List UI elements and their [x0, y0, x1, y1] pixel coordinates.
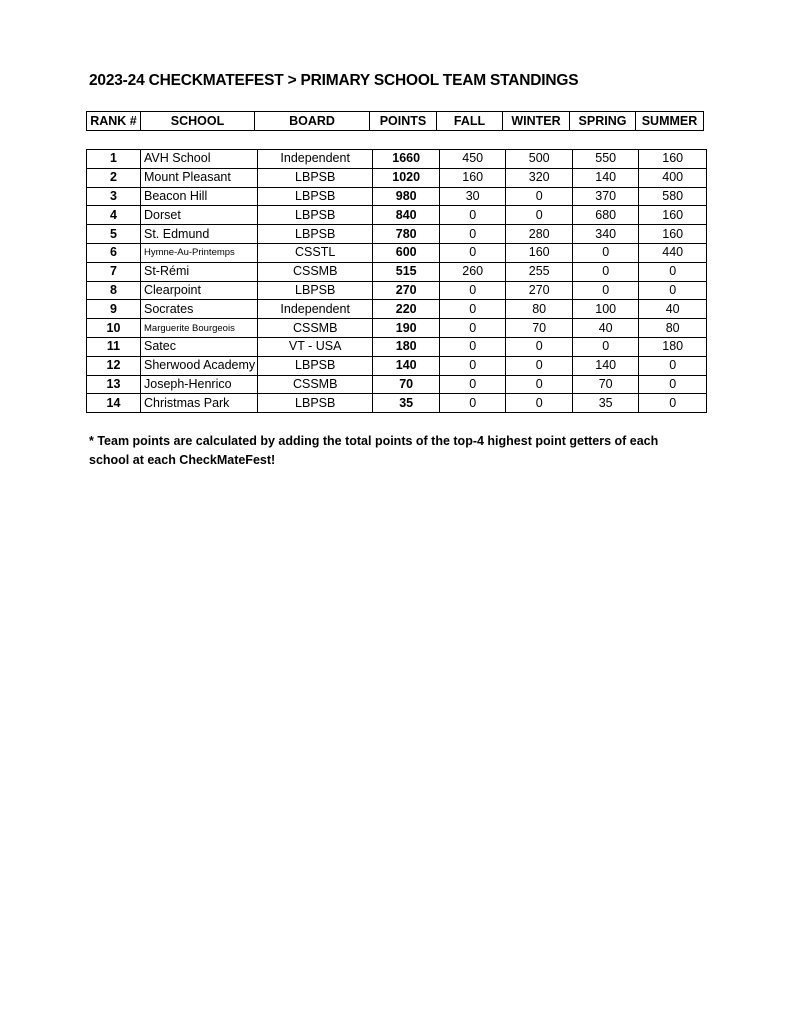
standings-rows [87, 150, 707, 413]
cell-rank: 7 [87, 262, 141, 281]
cell-winter: 0 [506, 337, 573, 356]
standings-header [86, 111, 704, 131]
cell-winter: 255 [506, 262, 573, 281]
cell-fall: 0 [440, 356, 506, 375]
page-title: 2023-24 CHECKMATEFEST > PRIMARY SCHOOL TEAM STANDINGS [89, 72, 579, 89]
cell-school: Clearpoint [141, 281, 258, 300]
table-row [87, 300, 707, 319]
cell-summer: 80 [639, 319, 707, 338]
table-row [87, 206, 707, 225]
cell-rank: 9 [87, 300, 141, 319]
cell-fall: 160 [440, 168, 506, 187]
cell-spring: 140 [573, 168, 639, 187]
cell-winter: 160 [506, 243, 573, 262]
cell-board: LBPSB [258, 206, 373, 225]
cell-board: CSSMB [258, 375, 373, 394]
cell-rank: 14 [87, 394, 141, 413]
cell-rank: 4 [87, 206, 141, 225]
cell-board: CSSMB [258, 262, 373, 281]
cell-summer: 160 [639, 206, 707, 225]
cell-board: Independent [258, 300, 373, 319]
cell-points: 70 [373, 375, 440, 394]
table-row [87, 356, 707, 375]
cell-summer: 440 [639, 243, 707, 262]
cell-points: 1020 [373, 168, 440, 187]
cell-spring: 140 [573, 356, 639, 375]
cell-spring: 680 [573, 206, 639, 225]
cell-winter: 280 [506, 225, 573, 244]
cell-board: CSSTL [258, 243, 373, 262]
header-spring: SPRING [570, 112, 636, 131]
header-fall: FALL [437, 112, 503, 131]
cell-points: 515 [373, 262, 440, 281]
cell-rank: 6 [87, 243, 141, 262]
cell-summer: 0 [639, 394, 707, 413]
table-row [87, 319, 707, 338]
cell-points: 35 [373, 394, 440, 413]
cell-board: LBPSB [258, 394, 373, 413]
table-row [87, 168, 707, 187]
table-row [87, 394, 707, 413]
cell-winter: 0 [506, 187, 573, 206]
cell-fall: 0 [440, 375, 506, 394]
table-row [87, 243, 707, 262]
cell-school: St. Edmund [141, 225, 258, 244]
cell-winter: 80 [506, 300, 573, 319]
cell-summer: 0 [639, 262, 707, 281]
table-row [87, 187, 707, 206]
cell-fall: 0 [440, 206, 506, 225]
cell-spring: 370 [573, 187, 639, 206]
cell-points: 220 [373, 300, 440, 319]
header-board: BOARD [255, 112, 370, 131]
cell-winter: 70 [506, 319, 573, 338]
cell-school: Christmas Park [141, 394, 258, 413]
cell-fall: 0 [440, 281, 506, 300]
cell-spring: 550 [573, 150, 639, 169]
cell-spring: 0 [573, 243, 639, 262]
table-row [87, 262, 707, 281]
cell-board: LBPSB [258, 168, 373, 187]
cell-spring: 0 [573, 281, 639, 300]
cell-points: 270 [373, 281, 440, 300]
header-winter: WINTER [503, 112, 570, 131]
cell-board: CSSMB [258, 319, 373, 338]
cell-school: Beacon Hill [141, 187, 258, 206]
cell-board: LBPSB [258, 281, 373, 300]
header-row [87, 112, 704, 131]
cell-rank: 3 [87, 187, 141, 206]
table-row [87, 281, 707, 300]
table-row [87, 150, 707, 169]
cell-fall: 260 [440, 262, 506, 281]
header-summer: SUMMER [636, 112, 704, 131]
cell-fall: 0 [440, 337, 506, 356]
cell-points: 600 [373, 243, 440, 262]
cell-fall: 0 [440, 319, 506, 338]
cell-points: 180 [373, 337, 440, 356]
cell-school: Socrates [141, 300, 258, 319]
cell-school: Mount Pleasant [141, 168, 258, 187]
cell-points: 140 [373, 356, 440, 375]
cell-summer: 0 [639, 281, 707, 300]
cell-summer: 0 [639, 375, 707, 394]
cell-board: LBPSB [258, 225, 373, 244]
cell-rank: 5 [87, 225, 141, 244]
cell-spring: 100 [573, 300, 639, 319]
header-points: POINTS [370, 112, 437, 131]
cell-winter: 0 [506, 394, 573, 413]
cell-fall: 450 [440, 150, 506, 169]
header-rank: RANK # [87, 112, 141, 131]
cell-spring: 0 [573, 337, 639, 356]
cell-points: 1660 [373, 150, 440, 169]
cell-winter: 320 [506, 168, 573, 187]
cell-spring: 40 [573, 319, 639, 338]
cell-rank: 8 [87, 281, 141, 300]
cell-rank: 13 [87, 375, 141, 394]
footnote: * Team points are calculated by adding the total points of the top-4 highest point getters of each school at each CheckMateFest! [89, 434, 659, 467]
cell-fall: 0 [440, 394, 506, 413]
cell-rank: 1 [87, 150, 141, 169]
cell-winter: 500 [506, 150, 573, 169]
table-row [87, 375, 707, 394]
cell-winter: 270 [506, 281, 573, 300]
cell-spring: 35 [573, 394, 639, 413]
cell-spring: 0 [573, 262, 639, 281]
cell-points: 190 [373, 319, 440, 338]
cell-winter: 0 [506, 375, 573, 394]
cell-points: 780 [373, 225, 440, 244]
cell-fall: 0 [440, 243, 506, 262]
cell-winter: 0 [506, 356, 573, 375]
cell-summer: 0 [639, 356, 707, 375]
cell-school: Hymne-Au-Printemps [141, 243, 258, 262]
cell-fall: 0 [440, 300, 506, 319]
cell-board: LBPSB [258, 356, 373, 375]
cell-school: Dorset [141, 206, 258, 225]
standings-table [86, 149, 707, 413]
table-row [87, 225, 707, 244]
cell-school: AVH School [141, 150, 258, 169]
cell-points: 840 [373, 206, 440, 225]
header-school: SCHOOL [141, 112, 255, 131]
cell-school: Joseph-Henrico [141, 375, 258, 394]
cell-spring: 70 [573, 375, 639, 394]
cell-school: St-Rémi [141, 262, 258, 281]
cell-school: Satec [141, 337, 258, 356]
table-row [87, 337, 707, 356]
cell-rank: 12 [87, 356, 141, 375]
cell-winter: 0 [506, 206, 573, 225]
cell-board: VT - USA [258, 337, 373, 356]
cell-rank: 2 [87, 168, 141, 187]
cell-rank: 11 [87, 337, 141, 356]
cell-fall: 0 [440, 225, 506, 244]
cell-board: Independent [258, 150, 373, 169]
cell-summer: 580 [639, 187, 707, 206]
cell-board: LBPSB [258, 187, 373, 206]
cell-spring: 340 [573, 225, 639, 244]
cell-summer: 180 [639, 337, 707, 356]
cell-summer: 400 [639, 168, 707, 187]
cell-points: 980 [373, 187, 440, 206]
cell-rank: 10 [87, 319, 141, 338]
cell-summer: 160 [639, 225, 707, 244]
cell-summer: 160 [639, 150, 707, 169]
cell-fall: 30 [440, 187, 506, 206]
cell-school: Sherwood Academy [141, 356, 258, 375]
cell-summer: 40 [639, 300, 707, 319]
cell-school: Marguerite Bourgeois [141, 319, 258, 338]
